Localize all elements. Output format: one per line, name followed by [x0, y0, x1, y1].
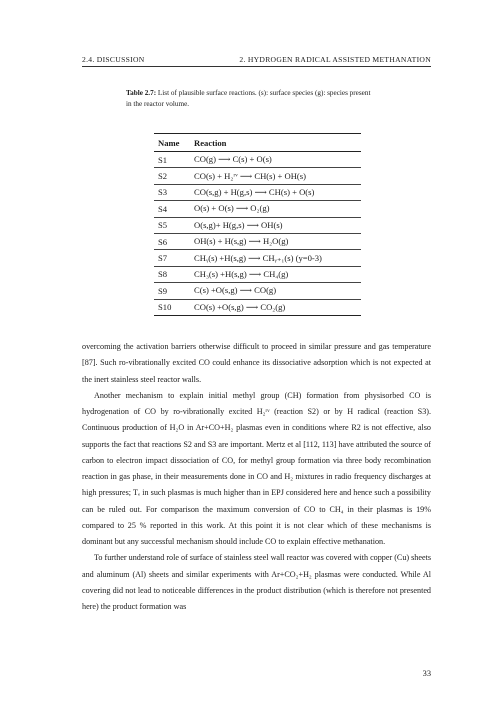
table-header-row	[154, 134, 361, 152]
reaction-name: S5	[154, 217, 190, 233]
body-text	[82, 339, 431, 615]
reaction-name: S2	[154, 168, 190, 184]
reactions-table	[154, 133, 361, 316]
table-row	[154, 217, 361, 233]
page-number: 33	[422, 669, 431, 678]
running-header-chapter: 2. HYDROGEN RADICAL ASSISTED METHANATION	[239, 55, 431, 64]
table-row	[154, 184, 361, 200]
paragraph: Another mechanism to explain initial methyl group (CH) formation from physisorbed CO is hydrogenation of CO by ro-vibrationally excited H₂ʳᵛ (reaction S2) or by H radical (reaction S3). Continuous production of H₂O in Ar+CO+H₂ plasmas even in conditions where R2 is not effective, also supports the fact that reactions S2 and S3 are important. Mertz et al [112, 113] have attributed the source of carbon to electron impact dissociation of CO, for methyl group formation via three body recombination reaction in gas phase, in their measurements done in CO and H₂ mixtures in radio frequency discharges at high pressures; Tₑ in such plasmas is much higher than in EPJ considered here and hence such a possibility can be ruled out. For comparison the maximum conversion of CO to CH₄ in their plasmas is 19% compared to 25 % reported in this work. At this point it is not clear which of these mechanisms is dominant but any successful mechanism should include CO to explain effective methanation.	[82, 390, 431, 546]
table-caption	[126, 88, 374, 109]
table-row	[154, 233, 361, 249]
table-row	[154, 283, 361, 299]
reaction-equation: CH₃(s) +H(s,g) ⟶ CH₄(g)	[190, 266, 361, 282]
paragraph: overcoming the activation barriers otherwise difficult to proceed in similar pressure and gas temperature [87]. Such ro-vibrationally excited CO could enhance its dissociative adsorption which is not expected at the inert stainless steel reactor walls.	[82, 342, 431, 384]
running-header-section: 2.4. DISCUSSION	[82, 55, 145, 64]
table-row	[154, 168, 361, 184]
table-row	[154, 266, 361, 282]
table-row	[154, 299, 361, 315]
reaction-equation: CHᵧ(s) +H(s,g) ⟶ CHᵧ₊₁(s) (y=0-3)	[190, 250, 361, 266]
reaction-name: S9	[154, 283, 190, 299]
reaction-equation: O(s,g)+ H(g,s) ⟶ OH(s)	[190, 217, 361, 233]
reaction-name: S10	[154, 299, 190, 315]
reaction-equation: CO(s,g) + H(g,s) ⟶ CH(s) + O(s)	[190, 184, 361, 200]
table-row	[154, 201, 361, 217]
reaction-equation: O(s) + O(s) ⟶ O₂(g)	[190, 201, 361, 217]
column-header-reaction: Reaction	[190, 134, 361, 152]
header-rule	[82, 66, 431, 67]
reaction-equation: CO(s) + H₂ʳᵛ ⟶ CH(s) + OH(s)	[190, 168, 361, 184]
table-row	[154, 250, 361, 266]
reaction-equation: OH(s) + H(s,g) ⟶ H₂O(g)	[190, 233, 361, 249]
reaction-equation: C(s) +O(s,g) ⟶ CO(g)	[190, 283, 361, 299]
table-caption-label: Table 2.7:	[126, 89, 157, 97]
reaction-name: S8	[154, 266, 190, 282]
reaction-name: S1	[154, 152, 190, 168]
reaction-equation: CO(g) ⟶ C(s) + O(s)	[190, 152, 361, 168]
reaction-equation: CO(s) +O(s,g) ⟶ CO₂(g)	[190, 299, 361, 315]
reaction-name: S7	[154, 250, 190, 266]
reaction-name: S6	[154, 233, 190, 249]
reaction-name: S4	[154, 201, 190, 217]
table-row	[154, 152, 361, 168]
paragraph: To further understand role of surface of stainless steel wall reactor was covered with copper (Cu) sheets and aluminum (Al) sheets and similar experiments with Ar+CO₂+H₂ plasmas were conducted. While Al covering did not lead to noticeable differences in the product distribution (which is therefore not presented here) the product formation was	[82, 553, 431, 611]
reaction-name: S3	[154, 184, 190, 200]
table-caption-text: List of plausible surface reactions. (s): surface species (g): species present in the reactor volume.	[126, 89, 371, 108]
column-header-name: Name	[154, 134, 190, 152]
